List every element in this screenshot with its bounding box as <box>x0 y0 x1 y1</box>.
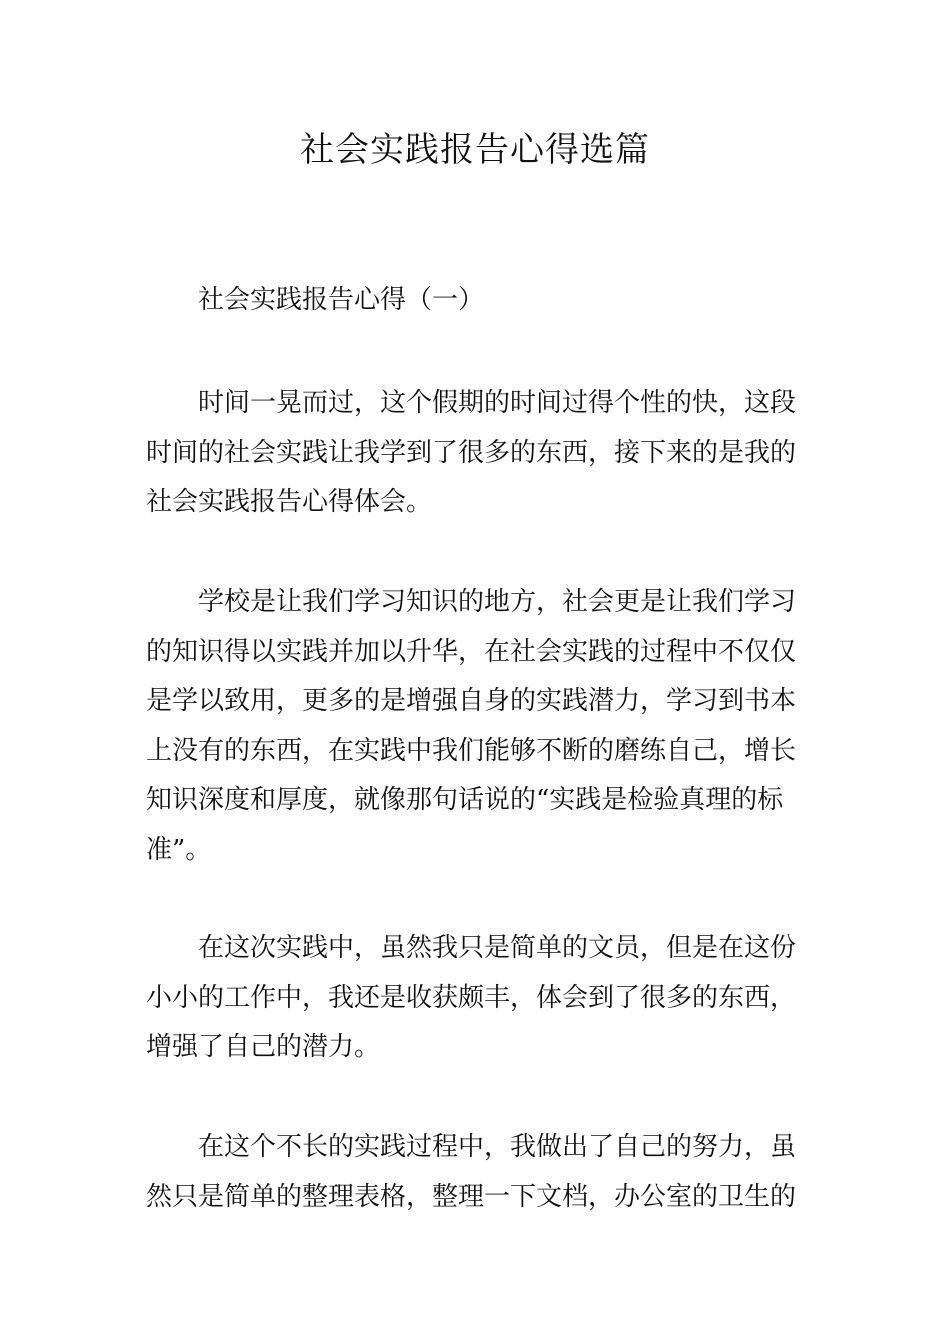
document-title: 社会实践报告心得选篇 <box>300 130 650 170</box>
paragraph-4 <box>146 1123 808 1222</box>
section-heading-text: 社会实践报告心得（一） <box>198 285 485 315</box>
paragraph-line: 学校是让我们学习知识的地方，社会更是让我们学习 <box>198 587 797 617</box>
paragraph-line: 知识深度和厚度，就像那句话说的“实践是检验真理的标 <box>146 785 784 815</box>
paragraph-2 <box>146 578 808 875</box>
paragraph-line: 时间一晃而过，这个假期的时间过得个性的快，这段 <box>198 388 797 418</box>
paragraph-line: 小小的工作中，我还是收获颇丰，体会到了很多的东西， <box>146 982 797 1013</box>
paragraph-1 <box>146 379 808 528</box>
paragraph-3 <box>146 924 808 1073</box>
paragraph-line: 准”。 <box>146 834 212 865</box>
paragraph-line: 在这个不长的实践过程中，我做出了自己的努力，虽 <box>198 1132 797 1162</box>
paragraph-line: 上没有的东西，在实践中我们能够不断的磨练自己，增长 <box>146 735 797 766</box>
paragraph-line: 然只是简单的整理表格，整理一下文档，办公室的卫生的 <box>146 1181 797 1212</box>
section-heading <box>146 276 808 326</box>
paragraph-line: 社会实践报告心得体会。 <box>146 487 433 517</box>
paragraph-line: 在这次实践中，虽然我只是简单的文员，但是在这份 <box>198 933 797 963</box>
paragraph-line: 时间的社会实践让我学到了很多的东西，接下来的是我的 <box>146 437 797 468</box>
paragraph-line: 的知识得以实践并加以升华，在社会实践的过程中不仅仅 <box>146 636 797 667</box>
paragraph-line: 增强了自己的潜力。 <box>146 1032 381 1062</box>
paragraph-line: 是学以致用，更多的是增强自身的实践潜力，学习到书本 <box>146 686 797 716</box>
